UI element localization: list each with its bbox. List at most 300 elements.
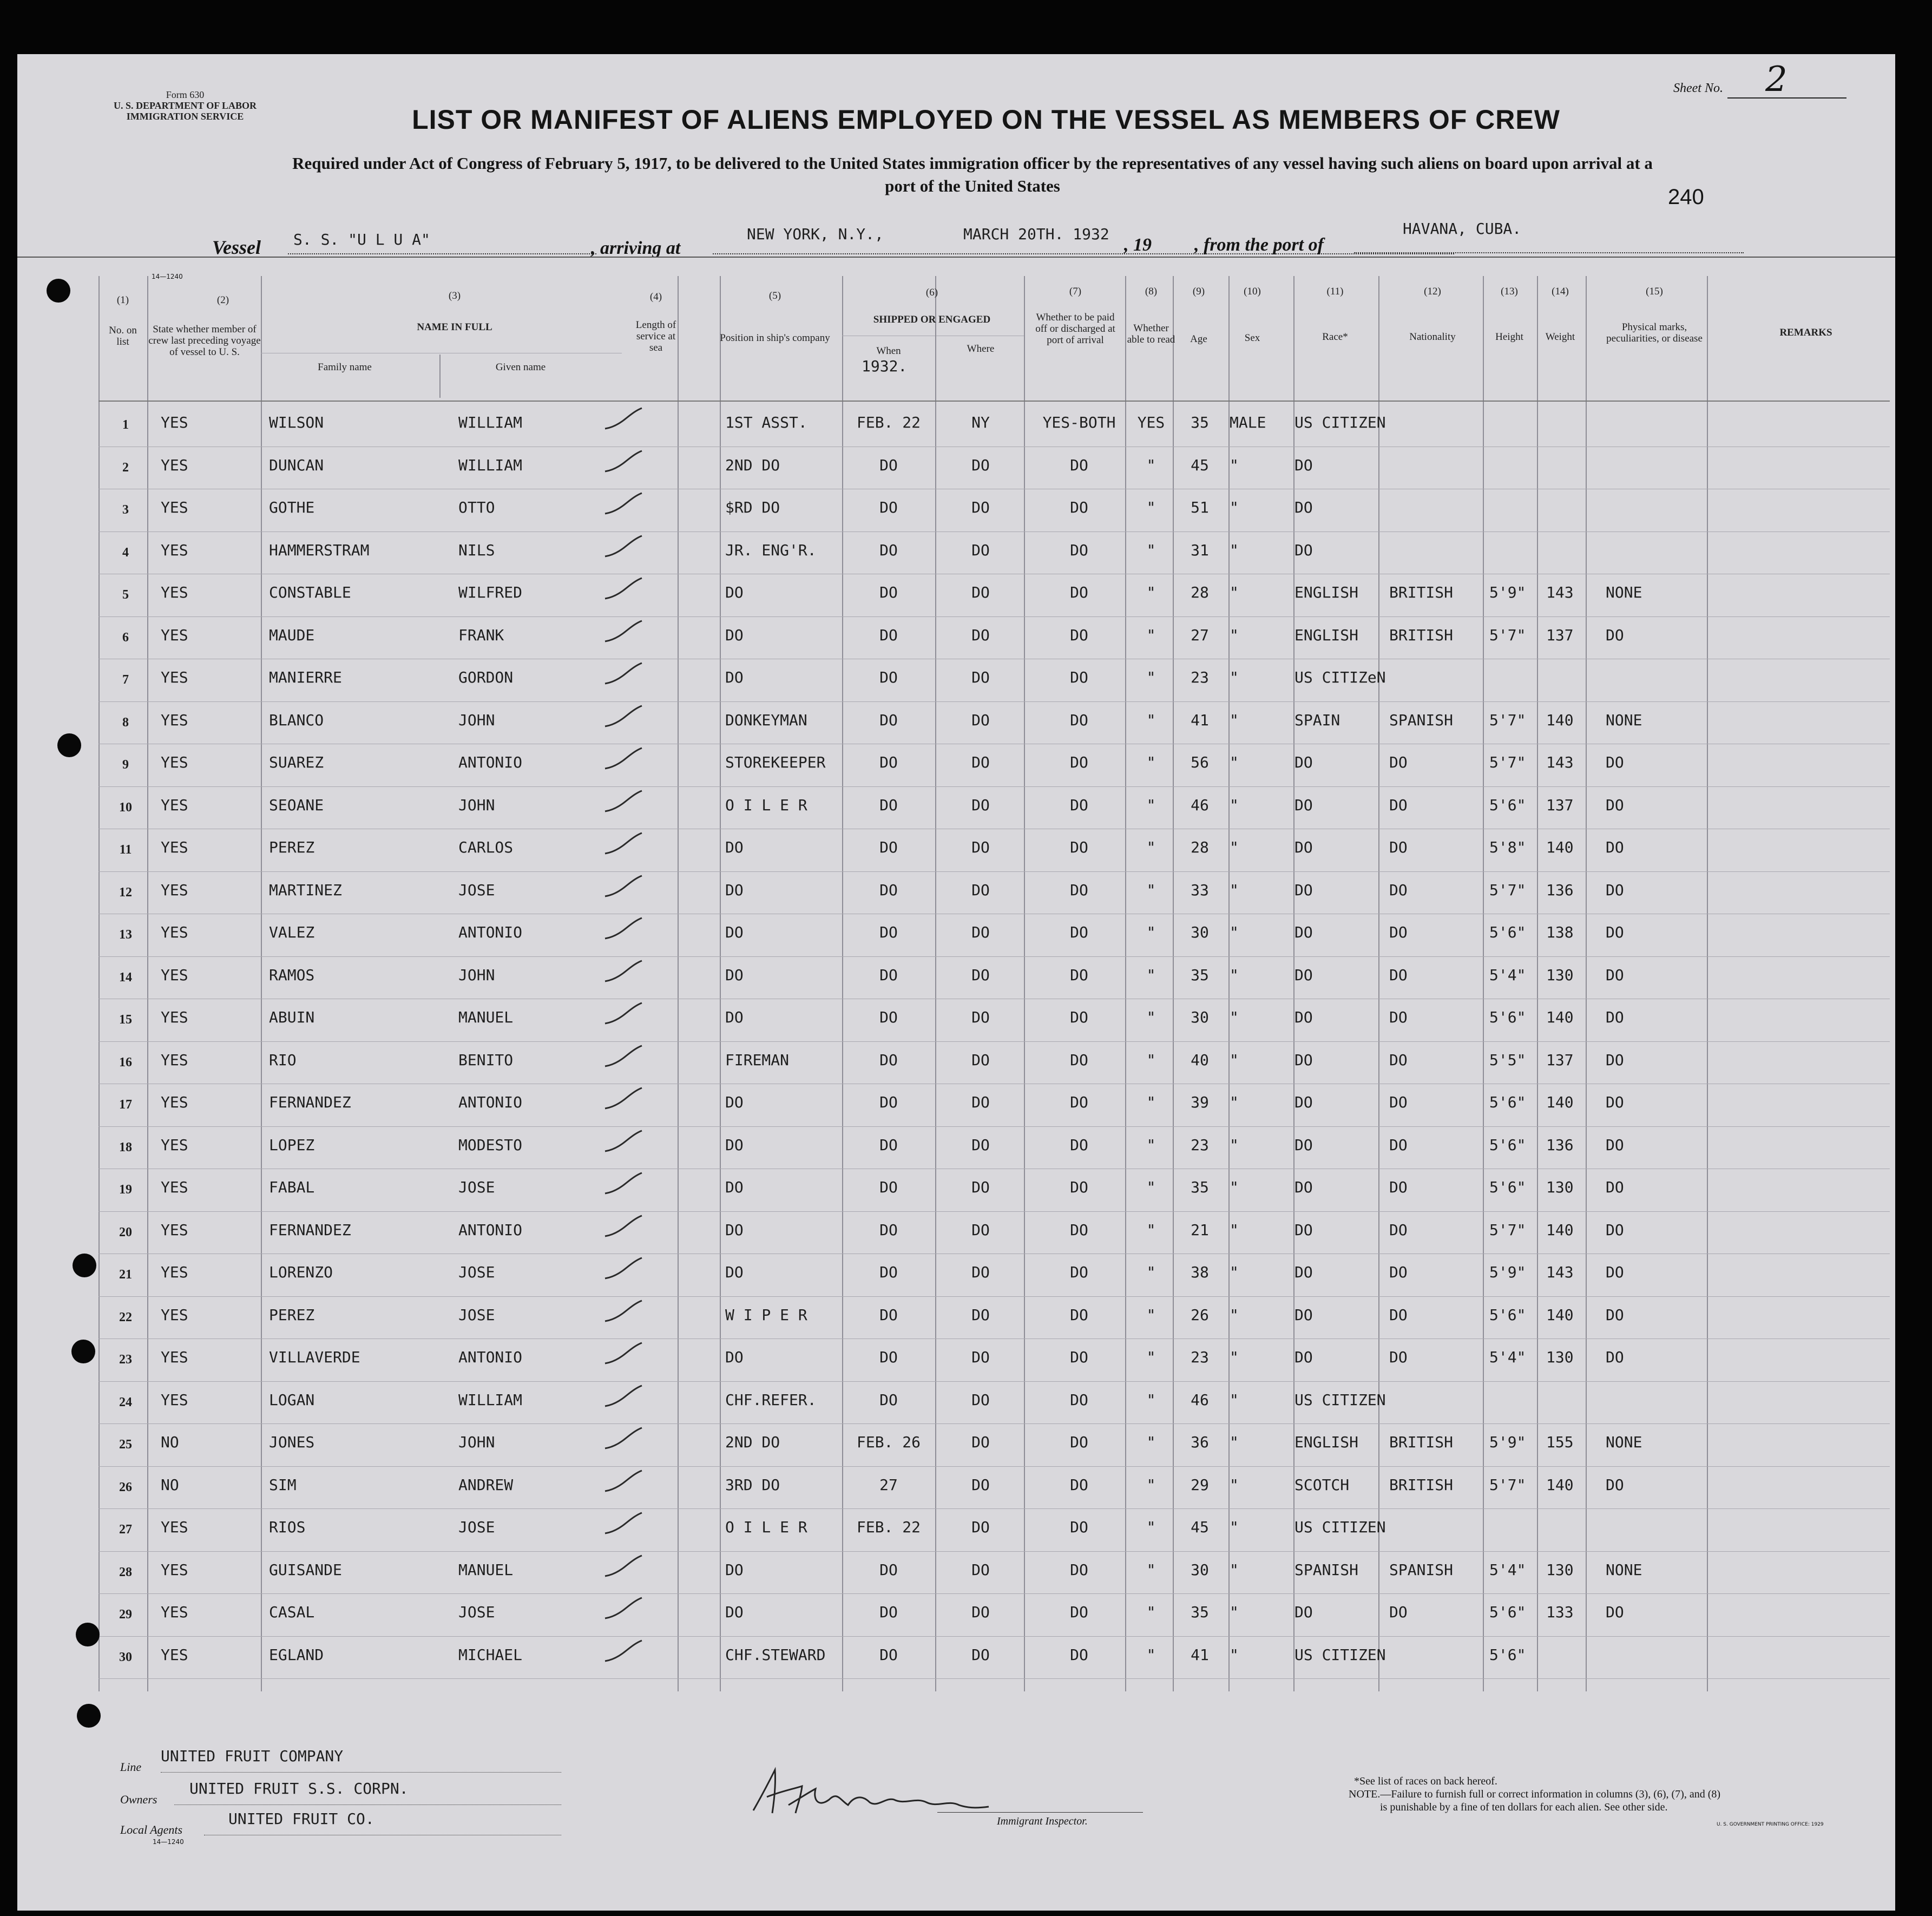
cell-given: GORDON xyxy=(458,668,514,686)
cell-height: 5'6" xyxy=(1489,1645,1526,1664)
cell-where: DO xyxy=(971,1560,990,1579)
cell-no: 6 xyxy=(122,630,129,645)
subtitle-line-1: Required under Act of Congress of February 5, 1917, to be delivered to the United States immigration officer by the representatives of any vessel having such aliens on board upon arrival at a xyxy=(292,154,1653,173)
cell-given: ANTONIO xyxy=(458,1348,523,1366)
cell-prev: YES xyxy=(161,1518,188,1536)
cell-age: 30 xyxy=(1191,923,1209,941)
cell-height: 5'6" xyxy=(1489,1008,1526,1026)
col1-number: (1) xyxy=(116,294,129,306)
cell-when: DO xyxy=(879,1093,898,1111)
cell-family: FABAL xyxy=(269,1178,315,1196)
cell-read: " xyxy=(1146,1008,1156,1026)
cell-family: FERNANDEZ xyxy=(269,1093,351,1111)
cell-position: DO xyxy=(725,838,744,856)
cell-read: " xyxy=(1146,498,1156,516)
service-check-mark xyxy=(602,1171,645,1198)
cell-age: 35 xyxy=(1191,966,1209,984)
cell-when: DO xyxy=(879,1008,898,1026)
table-row xyxy=(17,491,1895,534)
cell-when: DO xyxy=(879,668,898,686)
col3-given-header: Given name xyxy=(495,362,546,373)
cell-marks: DO xyxy=(1606,796,1624,814)
table-row xyxy=(17,1341,1895,1383)
cell-nationality: DO xyxy=(1389,1305,1408,1324)
cell-family: VALEZ xyxy=(269,923,315,941)
cell-no: 20 xyxy=(119,1225,132,1239)
cell-height: 5'7" xyxy=(1489,711,1526,729)
service-check-mark xyxy=(602,1553,645,1580)
cell-when: DO xyxy=(879,1051,898,1069)
cell-race: DO xyxy=(1294,1178,1313,1196)
cell-position: DO xyxy=(725,583,744,601)
table-row xyxy=(17,831,1895,874)
cell-paid: YES-BOTH xyxy=(1042,414,1116,431)
cell-nationality: DO xyxy=(1389,796,1408,814)
arrival-underline xyxy=(713,253,1454,254)
cell-given: JOSE xyxy=(458,1603,495,1621)
cell-sex: " xyxy=(1230,711,1239,729)
cell-nationality: DO xyxy=(1389,923,1408,941)
cell-where: DO xyxy=(971,541,990,559)
cell-position: 3RD DO xyxy=(725,1475,780,1494)
col2-header: State whether member of crew last preceding voyage of vessel to U. S. xyxy=(148,324,261,358)
service-check-mark xyxy=(602,1596,645,1623)
punch-hole xyxy=(57,733,81,757)
cell-weight: 136 xyxy=(1546,881,1574,899)
service-check-mark xyxy=(602,1256,645,1283)
cell-when: DO xyxy=(879,1560,898,1579)
owners-value: UNITED FRUIT S.S. CORPN. xyxy=(189,1780,409,1797)
table-row xyxy=(17,1001,1895,1044)
punch-hole xyxy=(76,1623,100,1646)
cell-given: NILS xyxy=(458,541,495,559)
cell-position: DO xyxy=(725,966,744,984)
cell-read: " xyxy=(1146,583,1156,601)
col15-number: (15) xyxy=(1646,286,1663,297)
cell-marks: DO xyxy=(1606,1263,1624,1281)
cell-position: DO xyxy=(725,1093,744,1111)
cell-sex: " xyxy=(1230,838,1239,856)
cell-weight: 137 xyxy=(1546,796,1574,814)
table-row xyxy=(17,916,1895,959)
agents-value: UNITED FRUIT CO. xyxy=(228,1810,374,1828)
cell-paid: DO xyxy=(1070,796,1088,814)
punch-hole xyxy=(73,1254,96,1277)
cell-prev: YES xyxy=(161,1390,188,1409)
cell-nationality: DO xyxy=(1389,881,1408,899)
cell-no: 19 xyxy=(119,1183,132,1197)
service-check-mark xyxy=(602,1511,645,1538)
service-check-mark xyxy=(602,534,645,561)
agents-label: Local Agents xyxy=(120,1823,183,1836)
cell-when: DO xyxy=(879,1136,898,1154)
cell-sex: " xyxy=(1230,1645,1239,1664)
cell-read: " xyxy=(1146,1645,1156,1664)
cell-sex: " xyxy=(1230,1178,1239,1196)
cell-nationality: DO xyxy=(1389,1263,1408,1281)
cell-read: " xyxy=(1146,753,1156,771)
col3-header: NAME IN FULL xyxy=(417,321,492,333)
cell-nationality: BRITISH xyxy=(1389,1475,1454,1494)
cell-height: 5'6" xyxy=(1489,1136,1526,1154)
cell-paid: DO xyxy=(1070,1348,1088,1366)
sheet-number: 2 xyxy=(1765,60,1788,100)
cell-prev: YES xyxy=(161,1178,188,1196)
cell-age: 46 xyxy=(1191,796,1209,814)
punch-hole xyxy=(47,279,70,303)
cell-read: " xyxy=(1146,966,1156,984)
cell-sex: MALE xyxy=(1230,414,1266,431)
cell-when: FEB. 22 xyxy=(856,1518,921,1536)
cell-read: " xyxy=(1146,1263,1156,1281)
cell-where: DO xyxy=(971,966,990,984)
cell-family: GOTHE xyxy=(269,498,315,516)
cell-paid: DO xyxy=(1070,456,1088,474)
cell-height: 5'5" xyxy=(1489,1051,1526,1069)
cell-height: 5'7" xyxy=(1489,1221,1526,1239)
cell-given: ANTONIO xyxy=(458,923,523,941)
cell-given: MICHAEL xyxy=(458,1645,523,1664)
cell-height: 5'6" xyxy=(1489,923,1526,941)
cell-family: SIM xyxy=(269,1475,297,1494)
cell-weight: 130 xyxy=(1546,966,1574,984)
cell-where: DO xyxy=(971,711,990,729)
cell-given: ANTONIO xyxy=(458,1093,523,1111)
cell-age: 28 xyxy=(1191,583,1209,601)
cell-paid: DO xyxy=(1070,1560,1088,1579)
service-check-mark xyxy=(602,619,645,646)
col8-header: Whether able to read xyxy=(1127,323,1175,345)
cell-nationality: DO xyxy=(1389,753,1408,771)
cell-weight: 143 xyxy=(1546,753,1574,771)
arriving-label: , arriving at xyxy=(591,238,681,258)
service-check-mark xyxy=(602,1341,645,1368)
cell-position: DO xyxy=(725,1348,744,1366)
cell-race: DO xyxy=(1294,1603,1313,1621)
cell-read: " xyxy=(1146,1178,1156,1196)
col4-header: Length of service at sea xyxy=(635,319,676,353)
cell-when: DO xyxy=(879,1603,898,1621)
cell-family: PEREZ xyxy=(269,838,315,856)
cell-marks: DO xyxy=(1606,1221,1624,1239)
cell-height: 5'6" xyxy=(1489,1178,1526,1196)
cell-race: DO xyxy=(1294,966,1313,984)
cell-marks: DO xyxy=(1606,966,1624,984)
cell-position: 2ND DO xyxy=(725,456,780,474)
cell-weight: 140 xyxy=(1546,711,1574,729)
cell-paid: DO xyxy=(1070,966,1088,984)
cell-position: DONKEYMAN xyxy=(725,711,807,729)
cell-paid: DO xyxy=(1070,1305,1088,1324)
cell-position: CHF.STEWARD xyxy=(725,1645,826,1664)
cell-paid: DO xyxy=(1070,1008,1088,1026)
cell-family: SEOANE xyxy=(269,796,324,814)
col6-when-header: When xyxy=(876,345,901,357)
cell-position: O I L E R xyxy=(725,796,807,814)
cell-when: 27 xyxy=(879,1475,898,1494)
department-name: U. S. DEPARTMENT OF LABOR xyxy=(113,100,257,111)
cell-sex: " xyxy=(1230,881,1239,899)
cell-position: DO xyxy=(725,1603,744,1621)
cell-sex: " xyxy=(1230,1475,1239,1494)
cell-when: DO xyxy=(879,923,898,941)
cell-paid: DO xyxy=(1070,923,1088,941)
cell-when: DO xyxy=(879,626,898,644)
cell-family: GUISANDE xyxy=(269,1560,342,1579)
cell-height: 5'9" xyxy=(1489,1433,1526,1451)
cell-position: DO xyxy=(725,1263,744,1281)
table-row xyxy=(17,1553,1895,1596)
cell-read: " xyxy=(1146,1433,1156,1451)
cell-paid: DO xyxy=(1070,753,1088,771)
cell-given: ANDREW xyxy=(458,1475,514,1494)
cell-position: DO xyxy=(725,1136,744,1154)
line-label: Line xyxy=(120,1760,142,1774)
cell-marks: DO xyxy=(1606,753,1624,771)
cell-when: DO xyxy=(879,541,898,559)
cell-marks: DO xyxy=(1606,923,1624,941)
cell-sex: " xyxy=(1230,456,1239,474)
cell-read: " xyxy=(1146,668,1156,686)
cell-prev: YES xyxy=(161,668,188,686)
cell-no: 29 xyxy=(119,1607,132,1622)
cell-sex: " xyxy=(1230,1263,1239,1281)
cell-marks: DO xyxy=(1606,1008,1624,1026)
cell-given: JOHN xyxy=(458,796,495,814)
cell-read: " xyxy=(1146,1603,1156,1621)
cell-no: 10 xyxy=(119,800,132,815)
cell-where: DO xyxy=(971,1433,990,1451)
cell-given: MODESTO xyxy=(458,1136,523,1154)
cell-height: 5'4" xyxy=(1489,1348,1526,1366)
cell-weight: 140 xyxy=(1546,1221,1574,1239)
cell-paid: DO xyxy=(1070,1093,1088,1111)
col7-header: Whether to be paid off or discharged at port of arrival xyxy=(1035,312,1115,346)
table-row xyxy=(17,789,1895,831)
cell-marks: DO xyxy=(1606,1348,1624,1366)
cell-weight: 130 xyxy=(1546,1348,1574,1366)
cell-family: WILSON xyxy=(269,414,324,431)
cell-age: 30 xyxy=(1191,1560,1209,1579)
cell-sex: " xyxy=(1230,626,1239,644)
cell-nationality: DO xyxy=(1389,966,1408,984)
table-row xyxy=(17,534,1895,576)
cell-family: LOPEZ xyxy=(269,1136,315,1154)
cell-read: YES xyxy=(1137,414,1165,431)
cell-race: DO xyxy=(1294,1093,1313,1111)
cell-paid: DO xyxy=(1070,1475,1088,1494)
cell-age: 36 xyxy=(1191,1433,1209,1451)
cell-read: " xyxy=(1146,456,1156,474)
cell-sex: " xyxy=(1230,498,1239,516)
owners-label: Owners xyxy=(120,1793,157,1806)
cell-no: 3 xyxy=(122,503,129,517)
cell-where: DO xyxy=(971,1008,990,1026)
table-row xyxy=(17,1638,1895,1681)
cell-no: 8 xyxy=(122,715,129,730)
cell-no: 2 xyxy=(122,460,129,475)
cell-race: US CITIZEN xyxy=(1294,414,1386,431)
sheet-label: Sheet No. xyxy=(1673,81,1723,95)
table-row xyxy=(17,1171,1895,1213)
cell-paid: DO xyxy=(1070,1136,1088,1154)
cell-position: DO xyxy=(725,1560,744,1579)
col4-number: (4) xyxy=(649,291,662,303)
cell-race: US CITIZeN xyxy=(1294,668,1386,686)
cell-age: 29 xyxy=(1191,1475,1209,1494)
table-row xyxy=(17,661,1895,704)
col6-number: (6) xyxy=(925,287,938,298)
cell-marks: DO xyxy=(1606,626,1624,644)
cell-read: " xyxy=(1146,1305,1156,1324)
cell-sex: " xyxy=(1230,583,1239,601)
cell-where: DO xyxy=(971,1178,990,1196)
cell-prev: YES xyxy=(161,456,188,474)
cell-paid: DO xyxy=(1070,1433,1088,1451)
cell-no: 15 xyxy=(119,1013,132,1027)
cell-where: DO xyxy=(971,1390,990,1409)
cell-where: DO xyxy=(971,1136,990,1154)
cell-when: DO xyxy=(879,1645,898,1664)
cell-nationality: DO xyxy=(1389,1178,1408,1196)
cell-sex: " xyxy=(1230,923,1239,941)
cell-height: 5'7" xyxy=(1489,753,1526,771)
cell-when: DO xyxy=(879,966,898,984)
cell-weight: 140 xyxy=(1546,1475,1574,1494)
cell-marks: DO xyxy=(1606,1603,1624,1621)
cell-height: 5'7" xyxy=(1489,626,1526,644)
form-code: 14—1240 xyxy=(152,273,183,280)
cell-age: 39 xyxy=(1191,1093,1209,1111)
cell-age: 46 xyxy=(1191,1390,1209,1409)
cell-paid: DO xyxy=(1070,1390,1088,1409)
arrival-port: NEW YORK, N.Y., xyxy=(747,225,884,243)
cell-read: " xyxy=(1146,1221,1156,1239)
cell-where: DO xyxy=(971,1518,990,1536)
service-check-mark xyxy=(602,1468,645,1495)
cell-nationality: SPANISH xyxy=(1389,1560,1454,1579)
service-check-mark xyxy=(602,1128,645,1156)
cell-family: RIO xyxy=(269,1051,297,1069)
service-check-mark xyxy=(602,1638,645,1665)
service-check-mark xyxy=(602,1044,645,1071)
cell-given: JOHN xyxy=(458,1433,495,1451)
cell-marks: NONE xyxy=(1606,1560,1642,1579)
col16-header: REMARKS xyxy=(1779,327,1832,338)
service-check-mark xyxy=(602,959,645,986)
cell-prev: YES xyxy=(161,1603,188,1621)
service-check-mark xyxy=(602,661,645,688)
cell-nationality: DO xyxy=(1389,1221,1408,1239)
cell-family: MARTINEZ xyxy=(269,881,342,899)
cell-prev: YES xyxy=(161,583,188,601)
cell-age: 35 xyxy=(1191,414,1209,431)
cell-given: WILLIAM xyxy=(458,456,523,474)
cell-when: DO xyxy=(879,1390,898,1409)
shipped-year: 1932. xyxy=(862,357,908,375)
cell-no: 18 xyxy=(119,1140,132,1154)
cell-given: FRANK xyxy=(458,626,504,644)
cell-paid: DO xyxy=(1070,1518,1088,1536)
cell-where: DO xyxy=(971,668,990,686)
arrival-date: MARCH 20TH. 1932 xyxy=(963,225,1109,243)
cell-nationality: BRITISH xyxy=(1389,583,1454,601)
cell-prev: YES xyxy=(161,1051,188,1069)
cell-position: DO xyxy=(725,626,744,644)
cell-height: 5'6" xyxy=(1489,1093,1526,1111)
cell-sex: " xyxy=(1230,1603,1239,1621)
cell-race: DO xyxy=(1294,1221,1313,1239)
cell-no: 27 xyxy=(119,1523,132,1537)
table-row xyxy=(17,1383,1895,1426)
cell-family: CONSTABLE xyxy=(269,583,351,601)
cell-no: 24 xyxy=(119,1395,132,1409)
cell-given: JOSE xyxy=(458,1263,495,1281)
cell-no: 1 xyxy=(122,418,129,432)
cell-read: " xyxy=(1146,626,1156,644)
service-check-mark xyxy=(602,449,645,476)
cell-given: BENITO xyxy=(458,1051,514,1069)
cell-weight: 140 xyxy=(1546,1008,1574,1026)
cell-given: WILLIAM xyxy=(458,414,523,431)
cell-weight: 133 xyxy=(1546,1603,1574,1621)
service-name: IMMIGRATION SERVICE xyxy=(126,111,244,122)
cell-paid: DO xyxy=(1070,1051,1088,1069)
cell-where: DO xyxy=(971,583,990,601)
cell-marks: DO xyxy=(1606,1475,1624,1494)
cell-age: 35 xyxy=(1191,1603,1209,1621)
cell-read: " xyxy=(1146,711,1156,729)
cell-race: ENGLISH xyxy=(1294,1433,1359,1451)
cell-age: 51 xyxy=(1191,498,1209,516)
cell-prev: YES xyxy=(161,1136,188,1154)
table-row xyxy=(17,959,1895,1001)
cell-sex: " xyxy=(1230,753,1239,771)
cell-nationality: BRITISH xyxy=(1389,626,1454,644)
table-row xyxy=(17,576,1895,619)
cell-prev: NO xyxy=(161,1433,179,1451)
cell-given: JOSE xyxy=(458,1178,495,1196)
cell-paid: DO xyxy=(1070,881,1088,899)
table-row xyxy=(17,1086,1895,1128)
service-check-mark xyxy=(602,874,645,901)
cell-marks: DO xyxy=(1606,1178,1624,1196)
cell-family: SUAREZ xyxy=(269,753,324,771)
cell-position: DO xyxy=(725,923,744,941)
cell-when: DO xyxy=(879,881,898,899)
cell-race: DO xyxy=(1294,838,1313,856)
table-row xyxy=(17,1256,1895,1298)
cell-where: DO xyxy=(971,456,990,474)
cell-position: STOREKEEPER xyxy=(725,753,826,771)
line-value: UNITED FRUIT COMPANY xyxy=(161,1747,344,1765)
cell-age: 45 xyxy=(1191,1518,1209,1536)
cell-prev: YES xyxy=(161,1305,188,1324)
cell-no: 11 xyxy=(119,843,132,857)
cell-height: 5'6" xyxy=(1489,1603,1526,1621)
cell-age: 35 xyxy=(1191,1178,1209,1196)
cell-given: JOHN xyxy=(458,966,495,984)
cell-race: DO xyxy=(1294,1136,1313,1154)
cell-height: 5'9" xyxy=(1489,583,1526,601)
col6-header: SHIPPED OR ENGAGED xyxy=(873,314,991,325)
manifest-sheet xyxy=(17,54,1895,1911)
cell-given: JOSE xyxy=(458,1518,495,1536)
cell-position: W I P E R xyxy=(725,1305,807,1324)
cell-marks: DO xyxy=(1606,881,1624,899)
cell-race: US CITIZEN xyxy=(1294,1518,1386,1536)
cell-height: 5'7" xyxy=(1489,1475,1526,1494)
